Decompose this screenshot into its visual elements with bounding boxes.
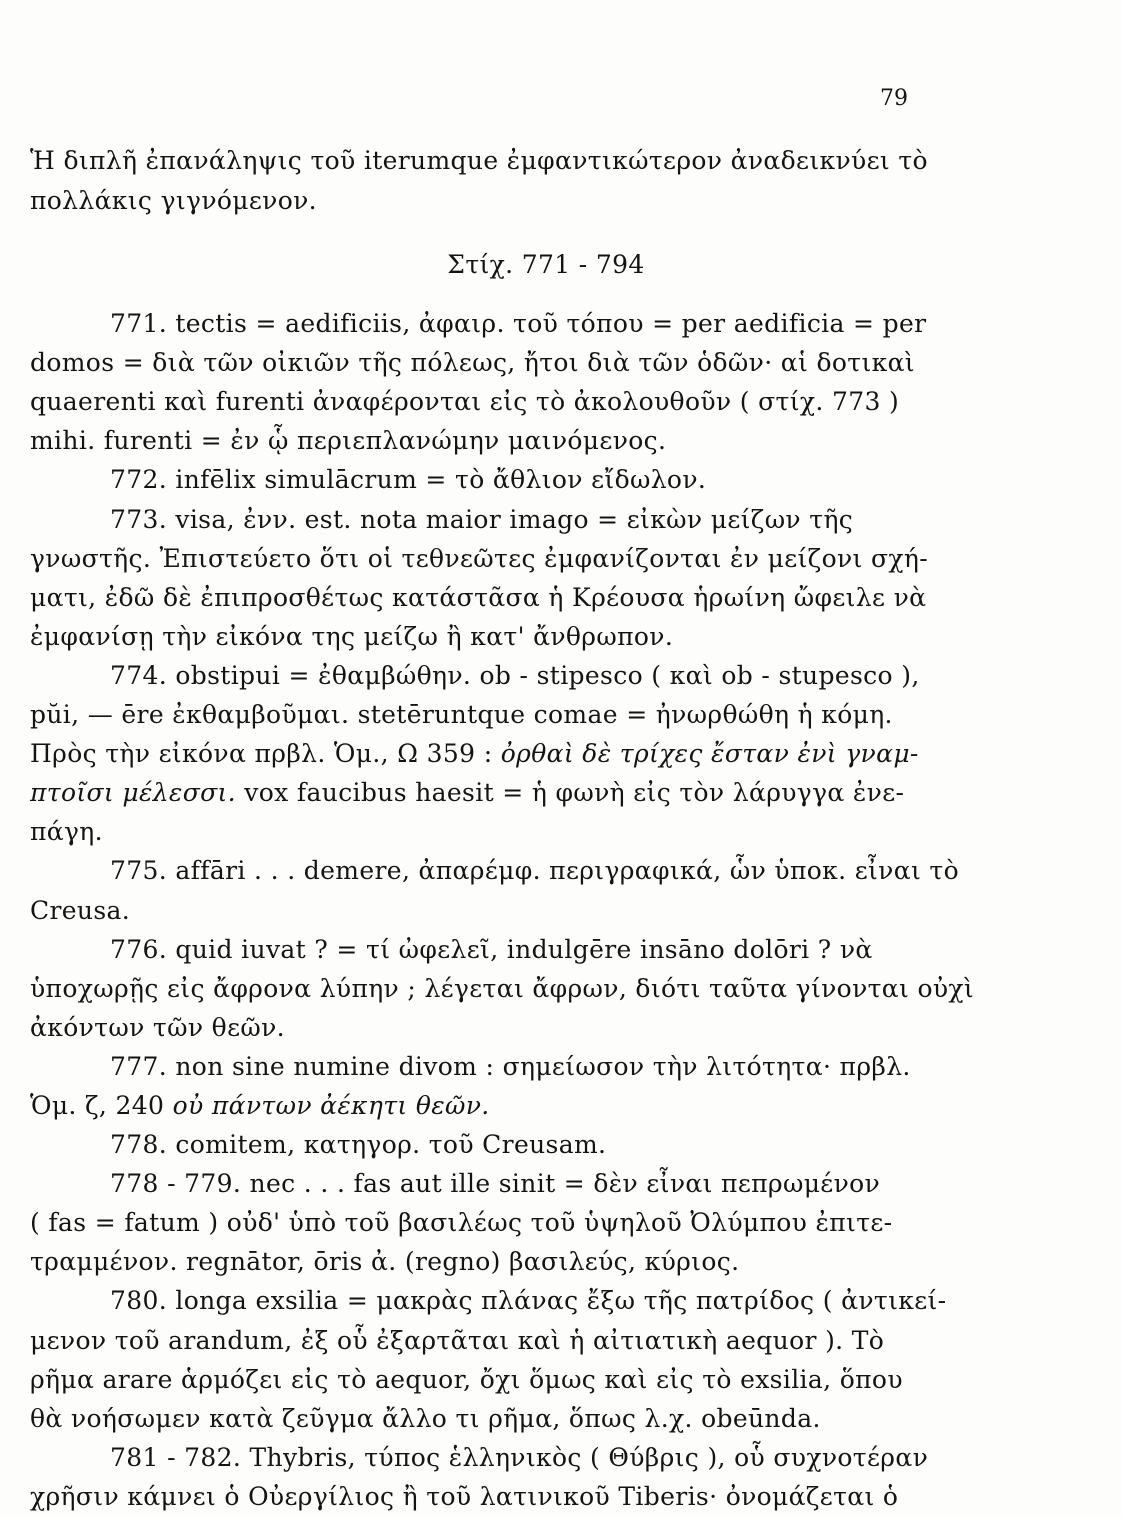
section-heading: Στίχ. 771 - 794 xyxy=(447,250,645,280)
note-774: 774. obstipui = ἐθαμβώθην. ob - stipesco ( καὶ ob - stupesco ), xyxy=(110,660,920,690)
text-line: quaerenti καὶ furenti ἀναφέρονται εἰς τὸ ἀκολουθοῦν ( στίχ. 773 ) xyxy=(30,387,900,417)
note-780: 780. longa exsilia = μακρὰς πλάνας ἔξω τῆς πατρίδος ( ἀντικεί- xyxy=(110,1286,947,1316)
text-line xyxy=(30,1086,1062,1125)
page-number: 79 xyxy=(880,86,908,111)
note-778-779: 778 - 779. nec . . . fas aut ille sinit = δὲν εἶναι πεπρωμένον xyxy=(110,1169,881,1199)
homer-quote: πτοῖσι μέλεσσι. xyxy=(30,778,236,808)
text-line xyxy=(30,734,1062,773)
note-781-782: 781 - 782. Thybris, τύπος ἑλληνικὸς ( Θύβρις ), οὗ συχνοτέραν xyxy=(110,1442,929,1472)
text-line: τραμμένον. regnātor, ōris ἀ. (regno) βασιλεύς, κύριος. xyxy=(30,1247,740,1277)
text-line: ( fas = fatum ) οὐδ' ὑπὸ τοῦ βασιλέως τοῦ ὑψηλοῦ Ὀλύμπου ἐπιτε- xyxy=(30,1208,893,1238)
text-line: θὰ νοήσωμεν κατὰ ζεῦγμα ἄλλο τι ρῆμα, ὅπως λ.χ. obeūnda. xyxy=(30,1403,821,1433)
text-line: mihi. furenti = ἐν ᾧ περιεπλανώμην μαινόμενος. xyxy=(30,426,667,456)
note-773: 773. visa, ἐνν. est. nota maior imago = εἰκὼν μείζων τῆς xyxy=(110,504,854,534)
text-run: Ὁμ. ζ, 240 xyxy=(30,1090,173,1120)
homer-quote: ὀρθαὶ δὲ τρίχες ἔσταν ἐνὶ γναμ- xyxy=(500,739,919,769)
note-778: 778. comitem, κατηγορ. τοῦ Creusam. xyxy=(110,1130,607,1160)
intro-line: πολλάκις γιγνόμενον. xyxy=(30,186,317,215)
text-line: μενον τοῦ arandum, ἐξ οὗ ἐξαρτᾶται καὶ ἡ αἰτιατικὴ aequor ). Τὸ xyxy=(30,1325,885,1355)
note-771: 771. tectis = aedificiis, ἀφαιρ. τοῦ τόπου = per aedificia = per xyxy=(110,309,927,339)
note-775: 775. affāri . . . demere, ἀπαρέμφ. περιγραφικά, ὧν ὑποκ. εἶναι τὸ xyxy=(110,856,959,886)
text-line: γνωστῆς. Ἐπιστεύετο ὅτι οἱ τεθνεῶτες ἐμφανίζονται ἐν μείζονι σχή- xyxy=(30,543,929,573)
text-line: domos = διὰ τῶν οἰκιῶν τῆς πόλεως, ἤτοι διὰ τῶν ὁδῶν· αἱ δοτικαὶ xyxy=(30,348,915,378)
text-line: ἐμφανίσῃ τὴν εἰκόνα της μείζω ἢ κατ' ἄνθρωπον. xyxy=(30,621,674,651)
text-line: Creusa. xyxy=(30,895,131,925)
note-777: 777. non sine numine divom : σημείωσον τὴν λιτότητα· πρβλ. xyxy=(110,1051,911,1081)
text-line: πάγη. xyxy=(30,817,103,847)
text-run: vox faucibus haesit = ἡ φωνὴ εἰς τὸν λάρυγγα ἐνε- xyxy=(235,778,905,808)
intro-line: Ἡ διπλῆ ἐπανάληψις τοῦ iterumque ἐμφαντικώτερον ἀναδεικνύει τὸ xyxy=(30,146,928,175)
commentary-text xyxy=(30,140,1062,1516)
note-772: 772. infēlix simulācrum = τὸ ἄθλιον εἴδωλον. xyxy=(110,465,707,495)
text-line: χρῆσιν κάμνει ὁ Οὐεργίλιος ἢ τοῦ λατινικοῦ Tiberis· ὀνομάζεται ὁ xyxy=(30,1481,899,1511)
text-line: pŭi, — ēre ἐκθαμβοῦμαι. stetēruntque comae = ἠνωρθώθη ἡ κόμη. xyxy=(30,700,893,730)
text-run: Πρὸς τὴν εἰκόνα πρβλ. Ὁμ., Ω 359 : xyxy=(30,739,501,769)
text-line: ὑποχωρῇς εἰς ἄφρονα λύπην ; λέγεται ἄφρων, διότι ταῦτα γίνονται οὐχὶ xyxy=(30,973,975,1003)
note-776: 776. quid iuvat ? = τί ὠφελεῖ, indulgēre insāno dolōri ? νὰ xyxy=(110,934,873,964)
homer-quote: οὐ πάντων ἀέκητι θεῶν. xyxy=(172,1090,490,1120)
text-line: ρῆμα arare ἁρμόζει εἰς τὸ aequor, ὄχι ὅμως καὶ εἰς τὸ exsilia, ὅπου xyxy=(30,1364,903,1394)
text-line: ματι, ἐδῶ δὲ ἐπιπροσθέτως κατάστᾶσα ἡ Κρέουσα ἡρωίνη ὤφειλε νὰ xyxy=(30,582,927,612)
text-line: ἀκόντων τῶν θεῶν. xyxy=(30,1012,285,1042)
text-line xyxy=(30,773,1062,812)
